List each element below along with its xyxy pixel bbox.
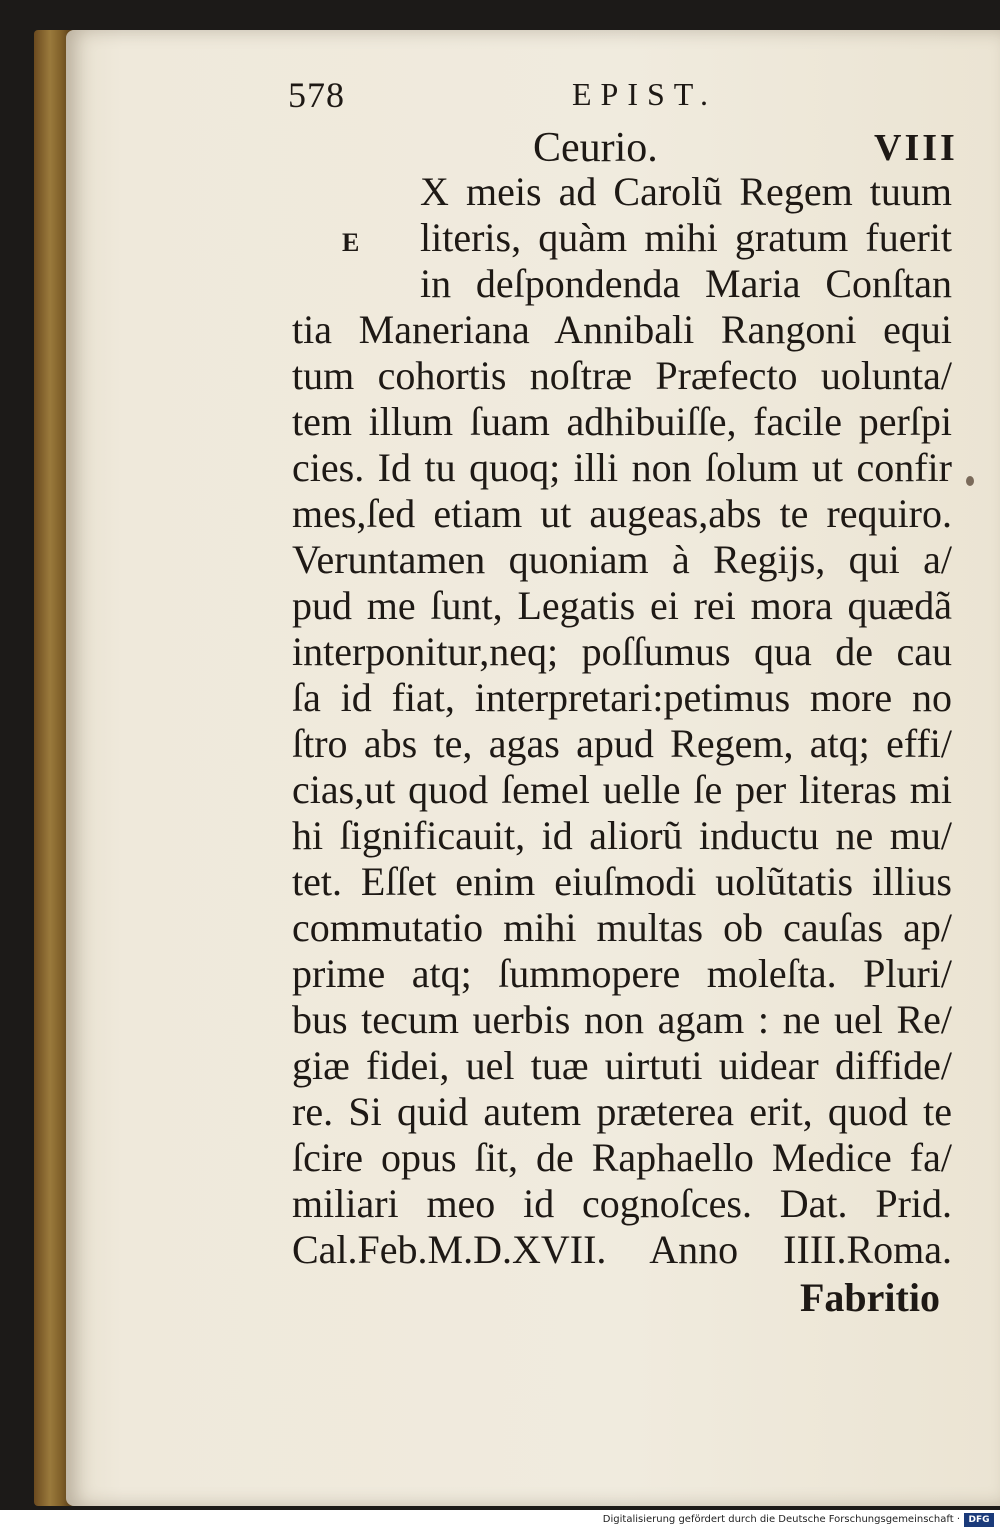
- body-line: cias,ut quod ſemel uelle ſe per literas mi: [292, 767, 952, 812]
- body-line: literis, quàm mihi gratum fuerit: [420, 215, 952, 260]
- running-head-title: EPIST.: [572, 76, 717, 112]
- body-line: commutatio mihi multas ob cauſas ap/: [292, 905, 952, 950]
- body-line: bus tecum uerbis non agam : ne uel Re/: [292, 997, 952, 1042]
- body-line: giæ fidei, uel tuæ uirtuti uidear diffide/: [292, 1043, 952, 1088]
- body-line: miliari meo id cognoſces. Dat. Prid.: [292, 1181, 952, 1226]
- body-line: in deſpondenda Maria Conſtan: [420, 261, 952, 306]
- body-line: Cal.Feb.M.D.XVII. Anno IIII.Roma.: [292, 1227, 952, 1272]
- body-line: ſa id fiat, interpretari:petimus more no: [292, 675, 952, 720]
- letter-addressee: Ceurio.: [533, 125, 658, 171]
- footer-credit: Digitalisierung gefördert durch die Deutsche Forschungsgemeinschaft ·: [602, 1514, 960, 1525]
- body-line: ſcire opus ſit, de Raphaello Medice fa/: [292, 1135, 952, 1180]
- page-number: 578: [288, 75, 345, 115]
- digitization-footer: [0, 1510, 1000, 1532]
- body-line: re. Si quid autem præterea erit, quod te: [292, 1089, 952, 1134]
- body-line: tia Maneriana Annibali Rangoni equi: [292, 307, 952, 352]
- dfg-logo-icon: DFG: [964, 1513, 994, 1527]
- body-line: prime atq; ſummopere moleſta. Pluri/: [292, 951, 952, 996]
- body-line: tem illum ſuam adhibuiſſe, facile perſpi: [292, 399, 952, 444]
- body-line: pud me ſunt, Legatis ei rei mora quædã: [292, 583, 952, 628]
- body-line: interponitur,neq; poſſumus qua de cau: [292, 629, 952, 674]
- body-line: ſtro abs te, agas apud Regem, atq; effi/: [292, 721, 952, 766]
- body-line: tum cohortis noſtræ Præfecto uolunta/: [292, 353, 952, 398]
- body-line: Veruntamen quoniam à Regijs, qui a/: [292, 537, 952, 582]
- body-line: mes,ſed etiam ut augeas,abs te requiro.: [292, 491, 952, 536]
- paper-stain: [966, 476, 974, 486]
- letter-number: VIII: [874, 127, 958, 169]
- body-line: hi ſignificauit, id aliorũ inductu ne mu/: [292, 813, 952, 858]
- body-line: cies. Id tu quoq; illi non ſolum ut confir: [292, 445, 952, 490]
- margin-letter: E: [342, 228, 360, 257]
- running-head: [0, 74, 1000, 114]
- body-line: tet. Eſſet enim eiuſmodi uolũtatis illius: [292, 859, 952, 904]
- closing-word: Fabritio: [800, 1275, 940, 1320]
- body-line: X meis ad Carolũ Regem tuum: [420, 169, 952, 214]
